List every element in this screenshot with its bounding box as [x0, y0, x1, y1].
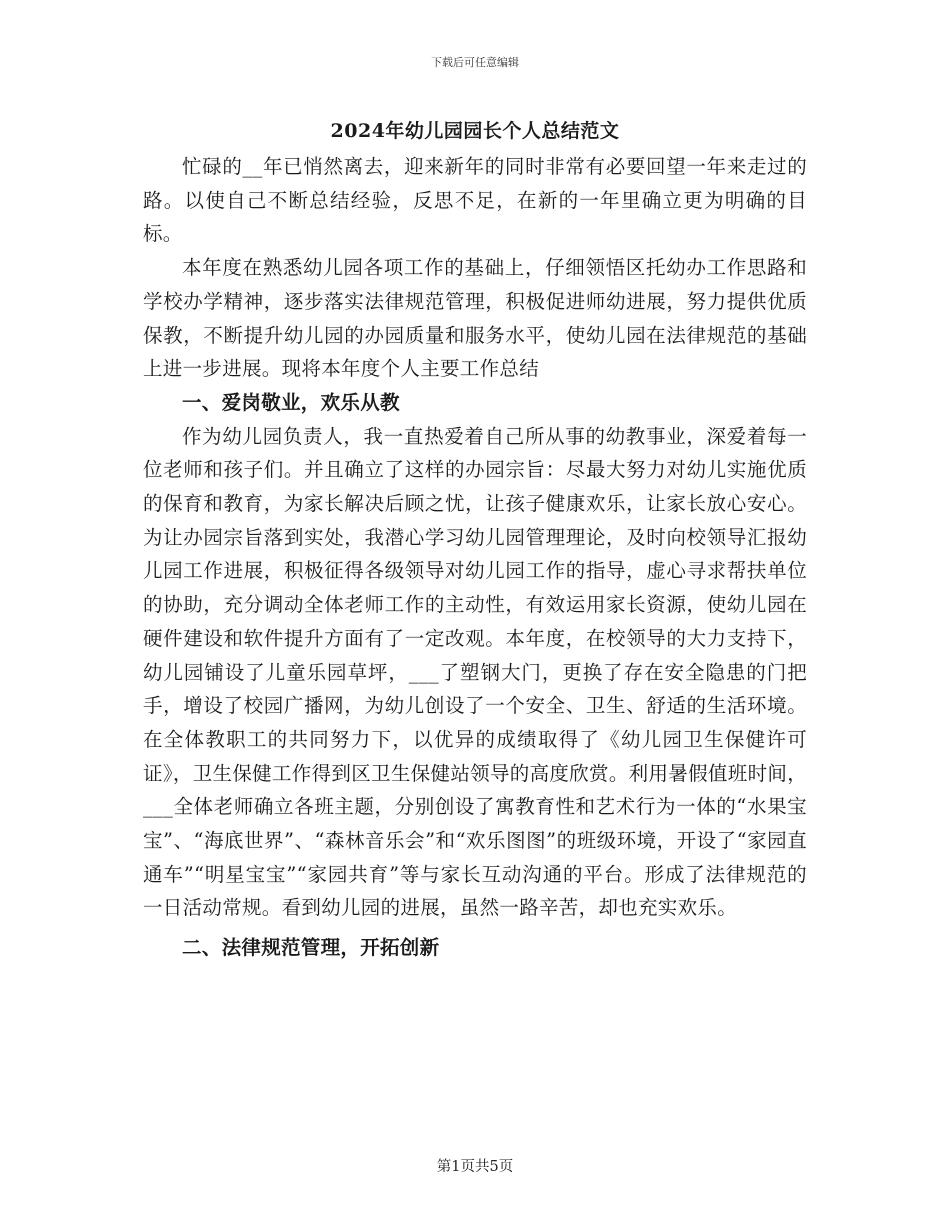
document-body: [143, 150, 807, 965]
page-footer: 第1页共5页: [436, 1159, 514, 1175]
header-note: 下载后可任意编辑: [431, 56, 519, 69]
paragraph-overview: 本年度在熟悉幼儿园各项工作的基础上，仔细领悟区托幼办工作思路和学校办学精神，逐步落实法律规范管理，积极促进师幼进展，努力提供优质保教，不断提升幼儿园的办园质量和服务水平，使幼儿园在法律规范的基础上进一步进展。现将本年度个人主要工作总结: [143, 256, 807, 381]
paragraph-intro: 忙碌的__年已悄然离去，迎来新年的同时非常有必要回望一年来走过的路。以使自己不断总结经验，反思不足，在新的一年里确立更为明确的目标。: [143, 155, 807, 246]
section-heading-2: 二、法律规范管理，开拓创新: [182, 936, 440, 960]
section-heading-1: 一、爱岗敬业，欢乐从教: [182, 390, 400, 414]
document-title: 2024年幼儿园园长个人总结范文: [330, 120, 620, 142]
paragraph-section-1: 作为幼儿园负责人，我一直热爱着自己所从事的幼教事业，深爱着每一位老师和孩子们。并且确立了这样的办园宗旨：尽最大努力对幼儿实施优质的保育和教育，为家长解决后顾之忧，让孩子健康欢乐，让家长放心安心。为让办园宗旨落到实处，我潜心学习幼儿园管理理论，及时向校领导汇报幼儿园工作进展，积极征得各级领导对幼儿园工作的指导，虚心寻求帮扶单位的协助，充分调动全体老师工作的主动性，有效运用家长资源，使幼儿园在硬件建设和软件提升方面有了一定改观。本年度，在校领导的大力支持下，幼儿园铺设了儿童乐园草坪，___了塑钢大门，更换了存在安全隐患的门把手，增设了校园广播网，为幼儿创设了一个安全、卫生、舒适的生活环境。在全体教职工的共同努力下，以优异的成绩取得了《幼儿园卫生保健许可证》，卫生保健工作得到区卫生保健站领导的高度欣赏。利用暑假值班时间，___全体老师确立各班主题，分别创设了寓教育性和艺术行为一体的“水果宝宝”、“海底世界”、“森林音乐会”和“欢乐图图”的班级环境，开设了“家园直通车”“明星宝宝”“家园共育”等与家长互动沟通的平台。形成了法律规范的一日活动常规。看到幼儿园的进展，虽然一路辛苦，却也充实欢乐。: [143, 424, 807, 920]
